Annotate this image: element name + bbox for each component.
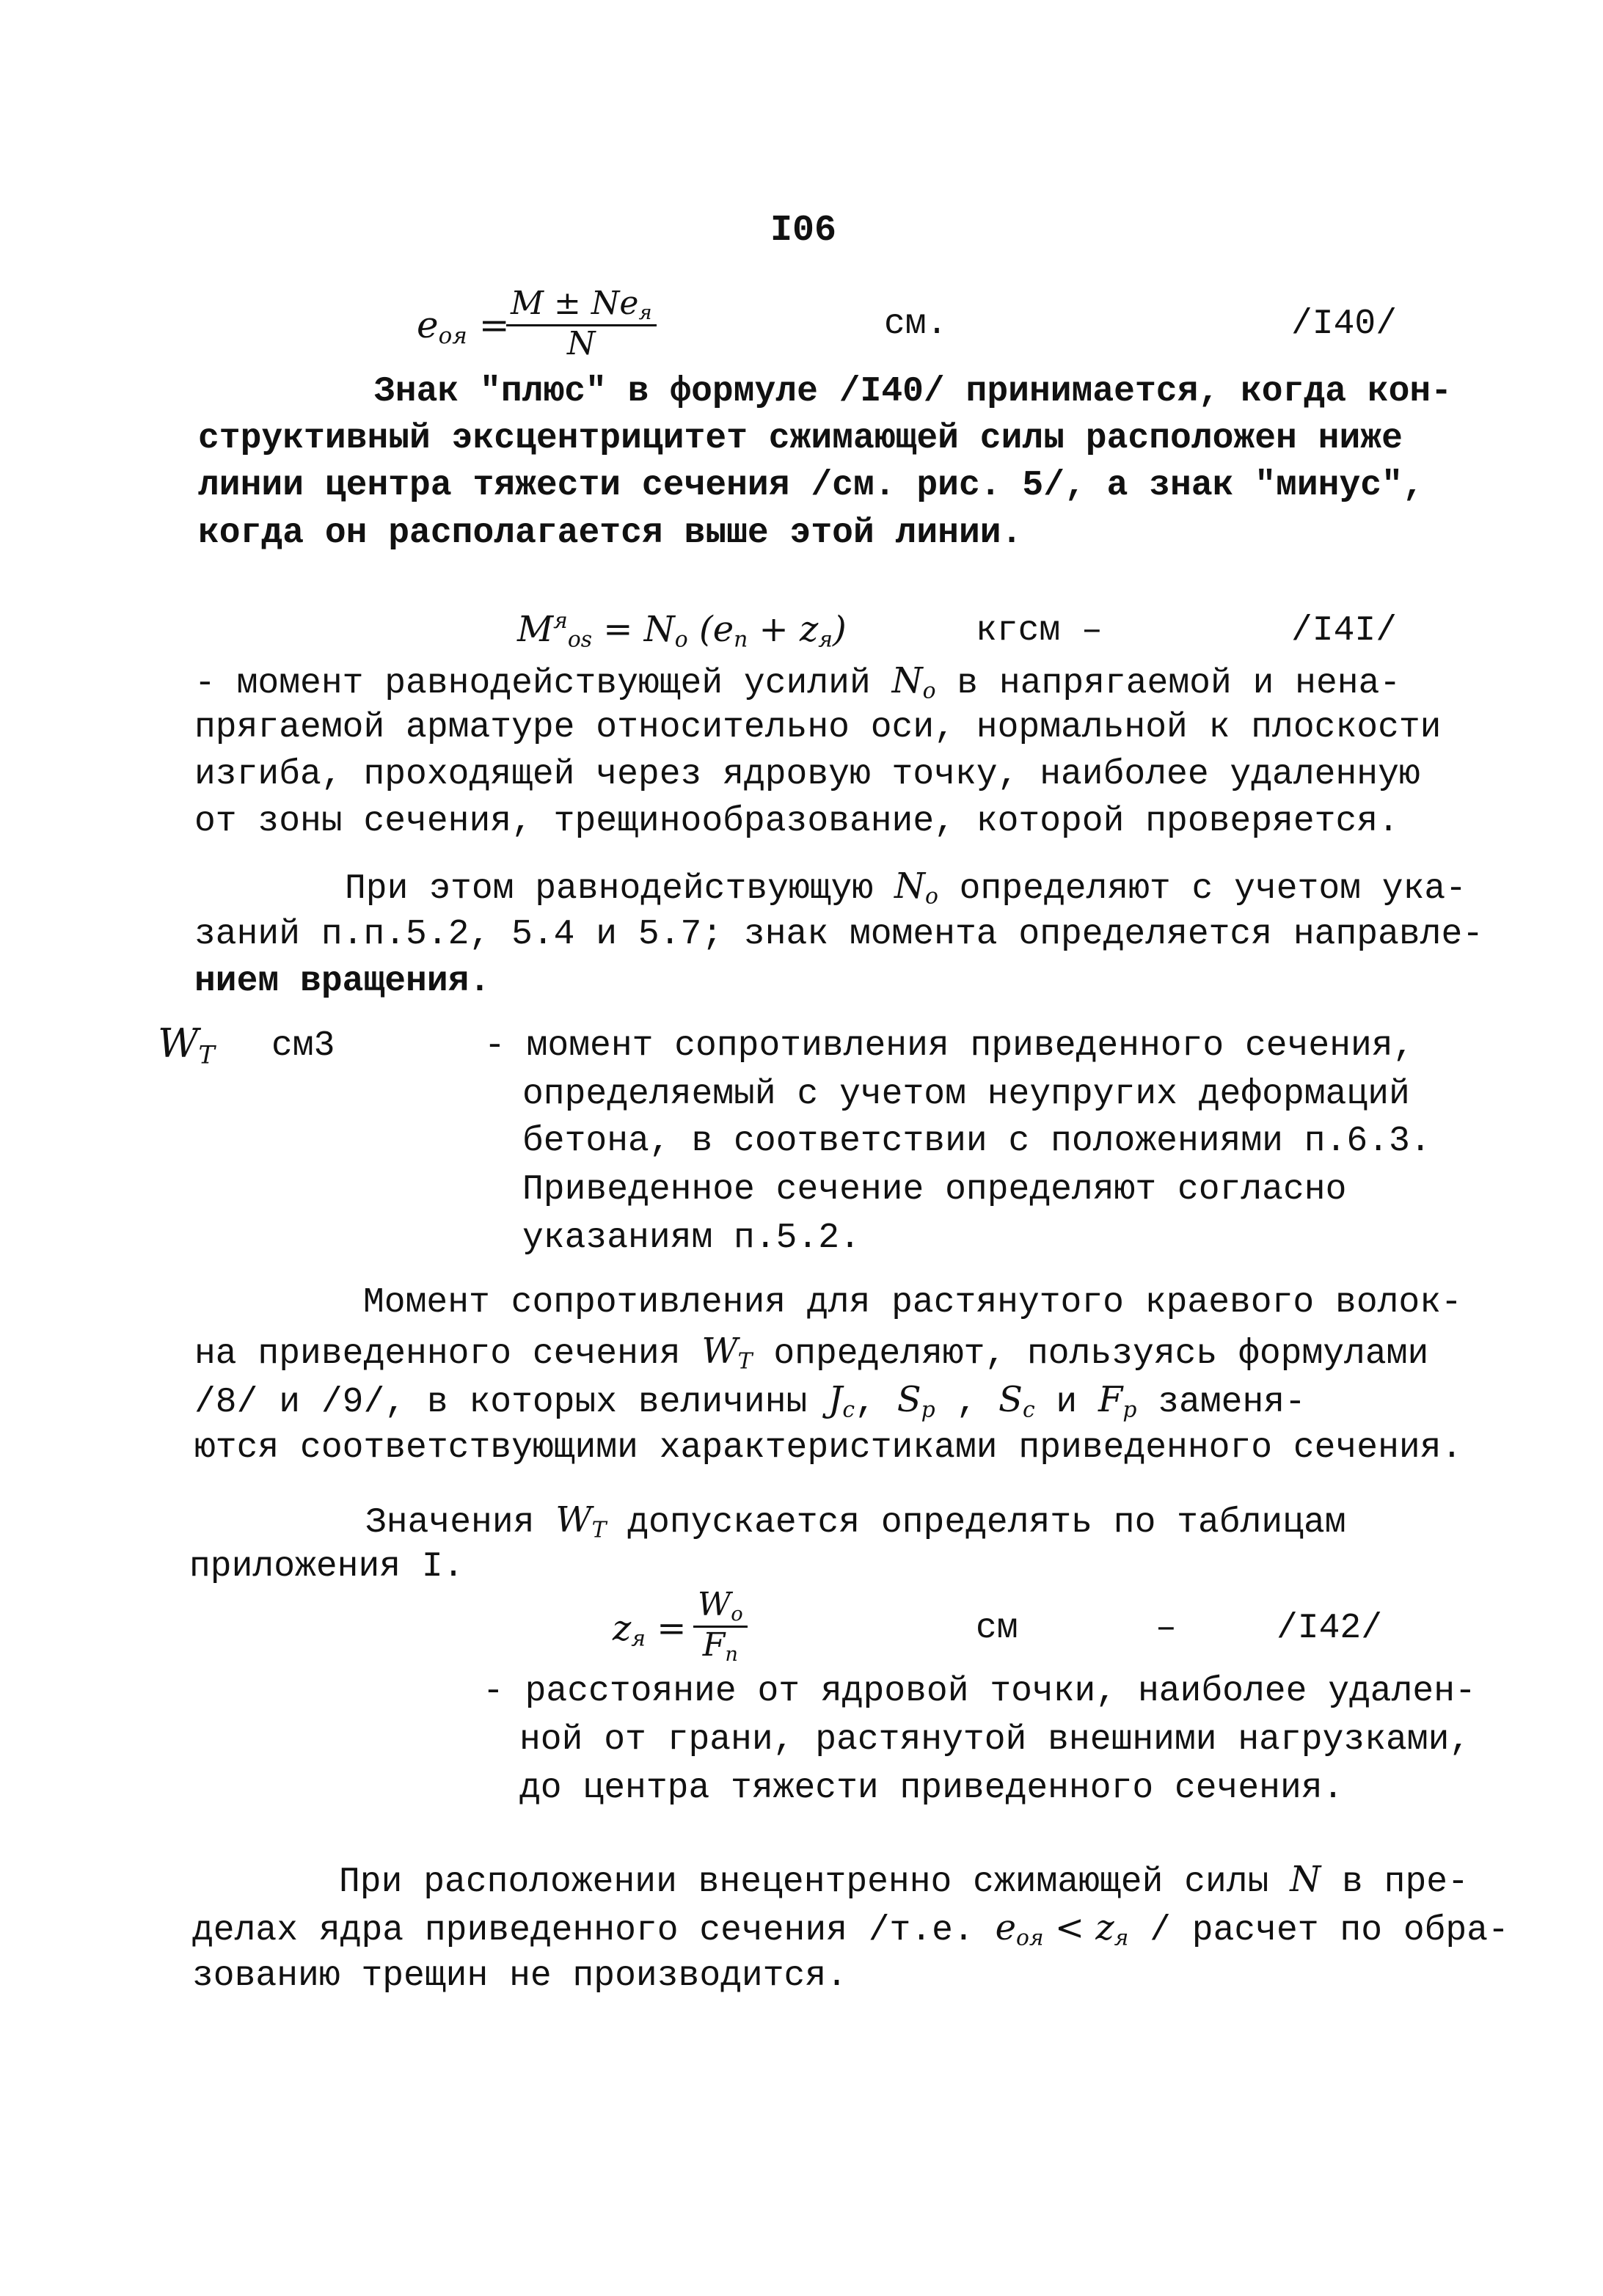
para-142-line-2: ной от грани, растянутой внешними нагрузками, (519, 1720, 1471, 1760)
para-moment-line-2a: на приведенного сечения (194, 1334, 681, 1374)
formula-140-numerator-sub: я (638, 301, 652, 324)
para-final-line-2b: / расчет по обра- (1150, 1911, 1509, 1950)
para-resultant-symbol (894, 866, 938, 910)
para-final-line-3: зованию трещин не производится. (192, 1956, 847, 1996)
formula-141-m: M (517, 608, 554, 650)
formula-141-z: + z (748, 608, 819, 650)
para-140-line-4: когда он располагается выше этой линии. (198, 513, 1023, 553)
formula-140-fraction (506, 285, 657, 363)
para-140-line-2: структивный эксцентрицитет сжимающей силы расположен ниже (198, 419, 1403, 458)
formula-141-m-sup: я (553, 608, 568, 634)
para-final-e-symbol (995, 1907, 1129, 1951)
formula-141-expression (517, 610, 847, 651)
formula-141-number: /I4I/ (1291, 611, 1398, 651)
formula-140-lhs (417, 304, 510, 349)
para-resultant-symbol-text: N (894, 866, 925, 907)
formula-140-number: /I40/ (1291, 304, 1398, 344)
para-values-line-1a: Значения (365, 1503, 535, 1543)
page-number: I06 (770, 210, 837, 252)
formula-141-n: = N (592, 608, 675, 650)
para-final-z-sub: я (1114, 1925, 1129, 1951)
para-141-symbol (891, 660, 936, 704)
wt-def-line-5: указаниям п.5.2. (522, 1218, 861, 1258)
para-141-line-1-text: - момент равнодействующей усилий (194, 664, 871, 703)
para-final-line-1b: в пре- (1342, 1862, 1469, 1902)
para-final-line-1a: При расположении внецентренно сжимающей силы (339, 1862, 1269, 1902)
para-final-line-2a: делах ядра приведенного сечения /т.е. (192, 1911, 974, 1950)
formula-141-e: (e (687, 608, 734, 650)
para-moment-sym-sc (998, 1379, 1035, 1423)
para-values-line-2: приложения I. (189, 1547, 464, 1587)
para-141-line-4: от зоны сечения, трещинообразование, которой проверяется. (194, 802, 1399, 841)
para-final-e-sub: оя (1016, 1925, 1044, 1951)
para-moment-sym-sp-sub: p (921, 1397, 935, 1423)
para-final-z-text: z (1095, 1907, 1114, 1948)
para-moment-line-4: ются соответствующими характеристиками приведенного сечения. (194, 1428, 1463, 1468)
para-moment-line-2b: определяют, пользуясь формулами (773, 1334, 1429, 1374)
formula-142-fraction (693, 1586, 748, 1666)
para-moment-sym-jc-sub: c (842, 1397, 855, 1423)
wt-unit: см3 (271, 1026, 335, 1066)
formula-142-unit: см (976, 1609, 1018, 1648)
formula-141-e-sub: n (734, 626, 748, 653)
formula-141-z-sub: я (818, 626, 833, 653)
formula-142-numerator-sub: o (731, 1602, 743, 1626)
wt-def-line-3: бетона, в соответствии с положениями п.6.3. (522, 1122, 1431, 1161)
para-142-line-3: до центра тяжести приведенного сечения. (519, 1769, 1344, 1808)
para-resultant-symbol-sub: o (924, 883, 938, 910)
para-resultant-line-2: заний п.п.5.2, 5.4 и 5.7; знак момента определяется направле- (194, 915, 1484, 954)
para-values-line-1 (365, 1499, 1346, 1543)
formula-142-eq: = (646, 1608, 687, 1649)
formula-142-lhs (613, 1608, 687, 1652)
para-140-line-3: линии центра тяжести сечения /см. рис. 5/, а знак "минус", (198, 466, 1424, 505)
para-resultant-line-1-rest: определяют с учетом ука- (959, 869, 1467, 909)
para-141-symbol-sub: o (922, 678, 936, 704)
formula-142-lhs-sub: я (631, 1626, 646, 1652)
para-141-line-3: изгиба, проходящей через ядровую точку, наиболее удаленную (194, 755, 1420, 794)
para-values-line-1b: допускается определять по таблицам (627, 1503, 1346, 1543)
formula-140-numerator (506, 285, 657, 326)
para-moment-wt-text: W (701, 1331, 738, 1372)
para-moment-wt-sub: T (737, 1348, 753, 1375)
para-moment-sym-sc-sub: c (1022, 1397, 1035, 1423)
para-values-wt-sub: T (591, 1517, 607, 1543)
wt-def-line-2: определяемый с учетом неупругих деформаций (522, 1075, 1410, 1114)
formula-141-unit: кгсм – (976, 611, 1103, 651)
para-moment-line-3b: заменя- (1158, 1383, 1306, 1422)
formula-142-number: /I42/ (1277, 1609, 1383, 1648)
formula-141-m-sub: оs (567, 626, 593, 653)
formula-140-eq: = (467, 304, 510, 346)
wt-symbol (158, 1020, 215, 1070)
para-141-line-2: прягаемой арматуре относительно оси, нормальной к плоскости (194, 708, 1442, 747)
formula-140-denominator: N (567, 325, 596, 363)
para-resultant-line-1-text: При этом равнодействующую (345, 869, 874, 909)
para-moment-line-3: /8/ и /9/, в которых величины $J_c$, $S_p$ , $S_c$ и $F_p$ заменя- (194, 1379, 1306, 1423)
para-moment-sym-jc (828, 1379, 855, 1423)
para-moment-line-2 (194, 1331, 1429, 1375)
para-141-symbol-text: N (891, 660, 923, 701)
para-moment-sym-sc-text: S (998, 1379, 1023, 1420)
wt-symbol-text: W (158, 1020, 199, 1067)
formula-140-lhs-sub: оя (438, 322, 467, 349)
formula-140-unit: см. (884, 304, 948, 344)
formula-142-numerator (693, 1586, 748, 1628)
formula-141-n-sub: o (674, 626, 688, 653)
formula-142-denominator (693, 1628, 748, 1664)
para-moment-wt-symbol (701, 1331, 753, 1375)
para-moment-sym-fp (1098, 1379, 1137, 1423)
wt-symbol-sub: T (198, 1040, 215, 1070)
para-moment-sym-sp-text: S (897, 1379, 921, 1420)
formula-140-numerator-text: M ± Ne (511, 285, 639, 322)
para-final-line-2 (192, 1907, 1509, 1951)
para-141-line-1 (194, 660, 1401, 704)
formula-142-numerator-text: W (698, 1586, 731, 1623)
para-values-wt-text: W (555, 1499, 592, 1540)
formula-141-close: ) (833, 608, 847, 650)
para-moment-sym-sp (897, 1379, 935, 1423)
para-resultant-line-3: нием вращения. (194, 962, 491, 1001)
para-moment-and: и (1056, 1383, 1078, 1422)
para-moment-sym-fp-sub: p (1122, 1397, 1137, 1423)
para-141-line-1-rest: в напрягаемой и нена- (957, 664, 1401, 703)
para-final-lt: < (1043, 1907, 1096, 1948)
formula-142-denominator-text: F (702, 1626, 726, 1664)
para-moment-sym-jc-text: J (828, 1379, 843, 1420)
formula-142-dash: – (1155, 1609, 1177, 1648)
para-moment-sym-fp-text: F (1098, 1379, 1123, 1420)
para-moment-line-3a: /8/ и /9/, в которых величины (194, 1383, 808, 1422)
para-final-line-1 (339, 1859, 1469, 1902)
para-final-e-text: e (995, 1907, 1016, 1948)
para-140-line-1: Знак "плюс" в формуле /I40/ принимается, когда кон- (374, 372, 1453, 412)
formula-142-lhs-symbol: z (613, 1608, 632, 1649)
para-142-line-1: - расстояние от ядровой точки, наиболее удален- (483, 1672, 1476, 1711)
wt-def-line-4: Приведенное сечение определяют согласно (522, 1170, 1347, 1210)
wt-def-line-1: - момент сопротивления приведенного сечения, (484, 1026, 1414, 1066)
para-resultant-line-1 (345, 866, 1467, 910)
para-moment-line-1: Момент сопротивления для растянутого краевого волок- (363, 1283, 1462, 1323)
formula-142-denominator-sub: n (725, 1642, 738, 1666)
para-final-n-symbol: N (1290, 1859, 1321, 1900)
formula-140-lhs-symbol: e (417, 304, 439, 346)
para-values-wt-symbol (555, 1499, 607, 1543)
